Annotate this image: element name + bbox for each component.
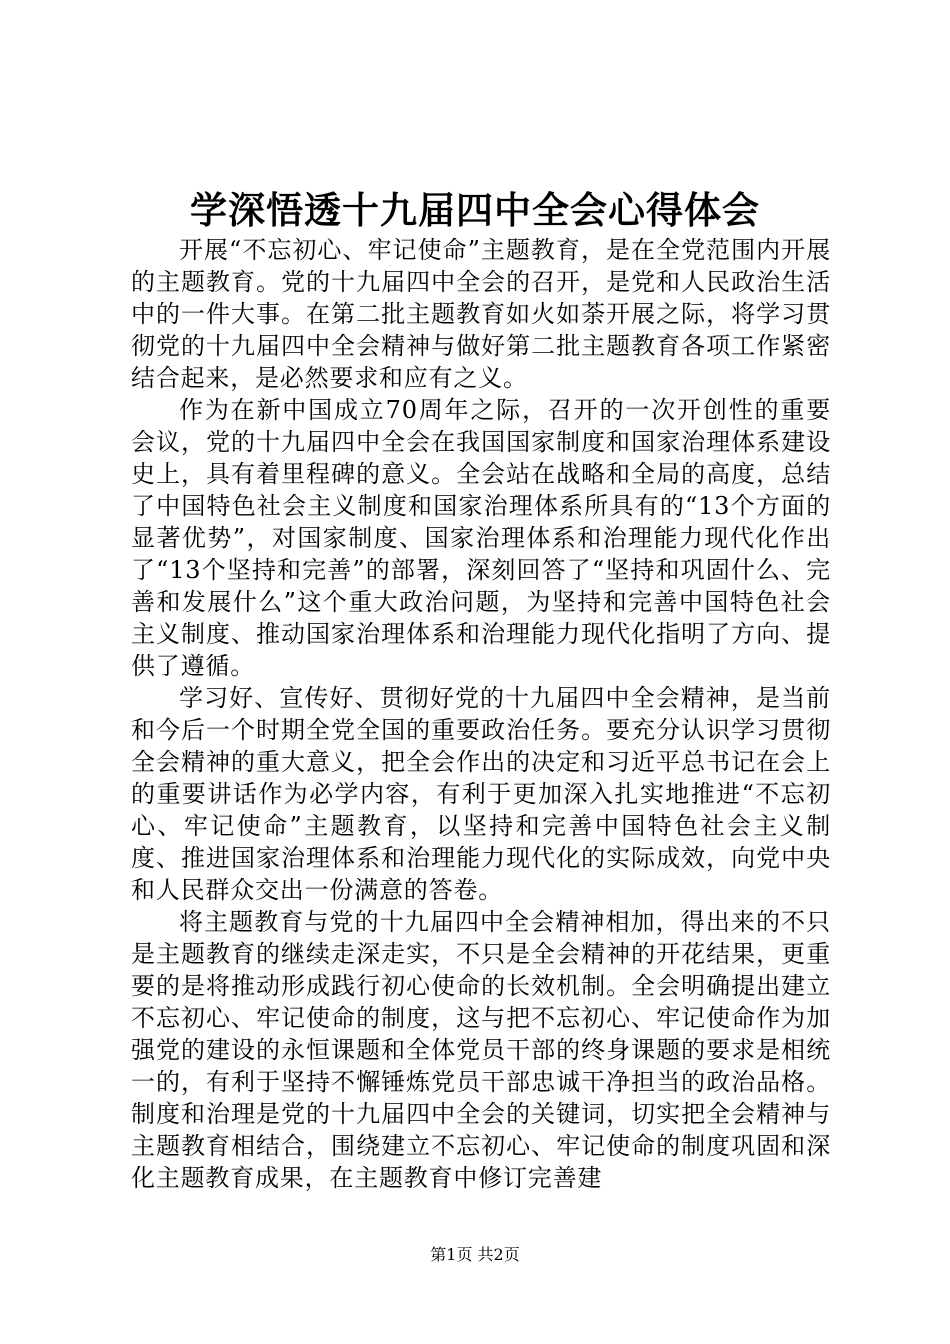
document-title: 学深悟透十九届四中全会心得体会	[190, 188, 760, 232]
paragraph-4: 将主题教育与党的十九届四中全会精神相加，得出来的不只是主题教育的继续走深走实，不只是全会精神的开花结果，更重要的是将推动形成践行初心使命的长效机制。全会明确提出建立不忘初心、牢记使命的制度，这与把不忘初心、牢记使命作为加强党的建设的永恒课题和全体党员干部的终身课题的要求是相统一的，有利于坚持不懈锤炼党员干部忠诚干净担当的政治品格。制度和治理是党的十九届四中全会的关键词，切实把全会精神与主题教育相结合，围绕建立不忘初心、牢记使命的制度巩固和深化主题教育成果，在主题教育中修订完善建	[131, 908, 831, 1192]
paragraph-1: 开展“不忘初心、牢记使命”主题教育，是在全党范围内开展的主题教育。党的十九届四中全会的召开，是党和人民政治生活中的一件大事。在第二批主题教育如火如荼开展之际，将学习贯彻党的十九届四中全会精神与做好第二批主题教育各项工作紧密结合起来，是必然要求和应有之义。	[131, 236, 831, 392]
paragraph-3: 学习好、宣传好、贯彻好党的十九届四中全会精神，是当前和今后一个时期全党全国的重要政治任务。要充分认识学习贯彻全会精神的重大意义，把全会作出的决定和习近平总书记在会上的重要讲话作为必学内容，有利于更加深入扎实地推进“不忘初心、牢记使命”主题教育，以坚持和完善中国特色社会主义制度、推进国家治理体系和治理能力现代化的实际成效，向党中央和人民群众交出一份满意的答卷。	[131, 684, 831, 904]
page-number-footer: 第1页 共2页	[430, 1245, 520, 1264]
paragraph-2: 作为在新中国成立70周年之际，召开的一次开创性的重要会议，党的十九届四中全会在我国国家制度和国家治理体系建设史上，具有着里程碑的意义。全会站在战略和全局的高度，总结了中国特色社会主义制度和国家治理体系所具有的“13个方面的显著优势”，对国家制度、国家治理体系和治理能力现代化作出了“13个坚持和完善”的部署，深刻回答了“坚持和巩固什么、完善和发展什么”这个重大政治问题，为坚持和完善中国特色社会主义制度、推动国家治理体系和治理能力现代化指明了方向、提供了遵循。	[131, 396, 831, 680]
document-body	[131, 234, 831, 1194]
